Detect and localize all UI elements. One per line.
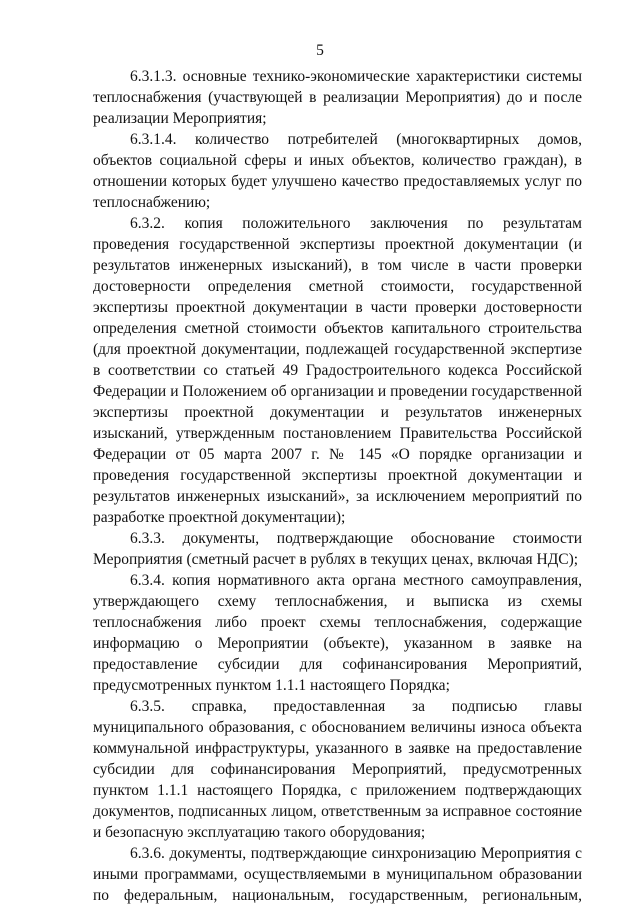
paragraph-6-3-2: 6.3.2. копия положительного заключения по результатам проведения государственной экспертизы проектной документации (и результатов инженерных изысканий), в том числе в части проверки достоверности определения сметной стоимости, государственной экспертизы проектной документации в части проверки достоверности определения сметной стоимости объектов капитального строительства (для проектной документации, подлежащей государственной экспертизе в соответствии со статьей 49 Градостроительного кодекса Российской Федерации и Положением об организации и проведении государственной экспертизы проектной документации и результатов инженерных изысканий, утвержденным постановлением Правительства Российской Федерации от 05 марта 2007 г. № 145 «О порядке организации и проведения государственной экспертизы проектной документации и результатов инженерных изысканий», за исключением мероприятий по разработке проектной документации); (93, 215, 582, 526)
paragraph-6-3-1-4: 6.3.1.4. количество потребителей (многоквартирных домов, объектов социальной сферы и иных объектов, количество граждан), в отношении которых будет улучшено качество предоставляемых услуг по теплоснабжению; (93, 131, 582, 211)
paragraph-6-3-4: 6.3.4. копия нормативного акта органа местного самоуправления, утверждающего схему теплоснабжения, и выписка из схемы теплоснабжения либо проект схемы теплоснабжения, содержащие информацию о Мероприятии (объекте), указанном в заявке на предоставление субсидии для софинансирования Мероприятий, предусмотренных пунктом 1.1.1 настоящего Порядка; (93, 572, 582, 694)
document-body (93, 66, 582, 906)
paragraph-6-3-3: 6.3.3. документы, подтверждающие обоснование стоимости Мероприятия (сметный расчет в рублях в текущих ценах, включая НДС); (93, 530, 582, 568)
paragraph-6-3-1-3: 6.3.1.3. основные технико-экономические характеристики системы теплоснабжения (участвующей в реализации Мероприятия) до и после реализации Мероприятия; (93, 68, 582, 127)
page-number: 5 (316, 42, 324, 59)
paragraph-6-3-5: 6.3.5. справка, предоставленная за подписью главы муниципального образования, с обоснованием величины износа объекта коммунальной инфраструктуры, указанного в заявке на предоставление субсидии для софинансирования Мероприятий, предусмотренных пунктом 1.1.1 настоящего Порядка, с приложением подтверждающих документов, подписанных лицом, ответственным за исправное состояние и безопасную эксплуатацию такого оборудования; (93, 698, 582, 841)
paragraph-6-3-6: 6.3.6. документы, подтверждающие синхронизацию Мероприятия с иными программами, осуществляемыми в муниципальном образовании по федеральным, национальным, государственным, региональным, (93, 845, 582, 904)
